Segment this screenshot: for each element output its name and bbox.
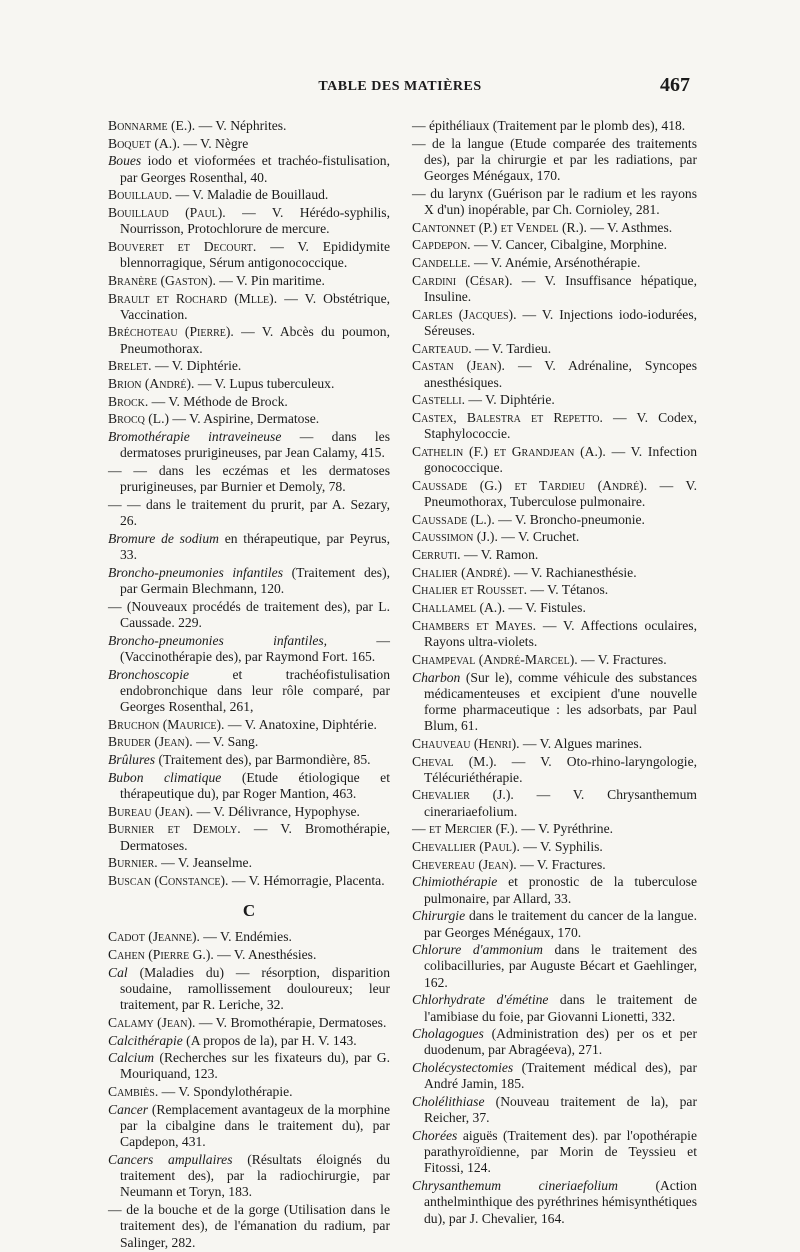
entry-text: — V. Pneumothorax, Tuberculose pulmonaire. [424,477,697,509]
entry-text: — V. Bromothérapie, Dermatoses. [198,1014,387,1030]
entry-text: — V. Epididymite blennorragique, Sérum antigonococcique. [120,238,390,271]
entry-text: — V. Syphilis. [523,839,603,855]
entry-heading: Carteaud. [412,340,472,356]
entry-heading: Chlorure d'ammonium [412,942,543,958]
entry-text: et trachéofistulisation endobronchique dans leur rôle comparé, par Georges Rosenthal, 261, [120,666,390,714]
entry-text: dans le traitement des colibacilluries, par Auguste Bécart et Gaehlinger, 162. [424,942,697,990]
entry-heading: Caussade (L.). [412,511,495,527]
entry-heading: Cancer [108,1101,149,1117]
left-column [108,118,390,1252]
entry-heading: Brock. [108,393,149,409]
entry-text: — V. Fractures. [581,651,667,667]
entry-heading: — [108,598,122,614]
entry-text: aiguës (Traitement des). par l'opothérapie parathyroïdienne, par Morin de Teyssieu et Fitossi, 124. [424,1127,697,1176]
index-entry [108,873,390,889]
index-entry [412,478,697,510]
entry-text: iodo et vioformées et trachéo-fistulisation, par Georges Rosenthal, 40. [120,153,390,185]
entry-heading: — et Mercier (F.). [412,821,518,837]
entry-heading: Burnier et Demoly. [108,821,241,837]
index-entry [412,1128,697,1177]
index-entry [412,118,697,134]
entry-heading: Calamy (Jean). [108,1014,196,1030]
entry-text: — V. Anesthésies. [217,947,317,963]
section-letter: C [242,901,256,921]
entry-heading: Bouillaud. [108,187,173,203]
entry-text: — (Vaccinothérapie des), par Raymond Fort. 165. [120,632,390,664]
entry-heading: Brocq (L.) [108,411,170,427]
entry-heading: Boues [108,153,142,169]
entry-text: — V. Asthmes. [590,219,673,235]
index-entry [412,273,697,305]
entry-text: — V. Hérédo-syphilis, Nourrisson, Protochlorure de mercure. [120,205,390,237]
index-entry [108,717,390,733]
entry-text: de la langue (Etude comparée des traitements des), par la chirurgie et par les radiations, par Georges Ménégaux, 170. [424,135,697,184]
entry-text: — V. Tétanos. [530,582,609,598]
entry-heading: Cheval (M.). [412,753,497,769]
entry-text: — V. Affections oculaires, Rayons ultra-violets. [424,617,697,650]
entry-heading: Carles (Jacques). [412,306,517,322]
entry-heading: Burnier. [108,855,158,871]
index-entry [108,273,390,289]
entry-heading: Branère (Gaston). [108,272,216,288]
index-entry [412,529,697,545]
entry-text: — V. Algues marines. [522,735,643,751]
entry-text: (Nouveau traitement de la), par Reicher, 37. [424,1094,697,1126]
entry-heading: Calcithérapie [108,1032,183,1048]
entry-heading: Chimiothérapie [412,874,498,890]
entry-heading: Bureau (Jean). [108,803,194,819]
entry-text: — V. Obstétrique, Vaccination. [120,290,390,322]
entry-heading: Bouillaud (Paul). [108,205,226,221]
entry-heading: Chambers et Mayes. [412,617,536,633]
entry-text: — V. Infection gonococcique. [424,443,697,476]
entry-heading: Cadot (Jeanne). [108,929,200,945]
index-entry [108,1033,390,1049]
entry-text: — V. Rachianesthésie. [514,564,637,580]
entry-text: dans le traitement du cancer de la langue. par Georges Ménégaux, 170. [424,908,697,940]
entry-text: — V. Délivrance, Hypophyse. [196,803,360,819]
entry-text: — V. Tardieu. [475,340,552,356]
entry-heading: — [412,185,426,201]
index-entry [412,754,697,786]
index-entry [108,565,390,597]
right-column [412,118,697,1228]
index-entry [108,136,390,152]
entry-text: — V. Néphrites. [198,118,287,133]
entry-heading: Chalier et Rousset. [412,582,527,598]
index-entry [412,1178,697,1227]
entry-text: — V. Anatoxine, Diphtérie. [227,716,377,732]
entry-text: — V. Cruchet. [501,529,580,545]
entry-heading: — — [108,463,147,479]
entry-heading: Bréchoteau (Pierre). [108,324,234,340]
entry-heading: — [108,1202,122,1218]
entry-heading: Cambiès. [108,1084,159,1100]
index-entry [108,239,390,271]
index-entry [108,633,390,665]
index-entry [412,565,697,581]
entry-text: (Action anthelminthique des pyréthrines hémisynthétiques du), par J. Chevalier, 164. [424,1178,697,1226]
entry-text: — V. Fractures. [520,856,606,872]
index-entry [108,324,390,356]
entry-text: — V. Endémies. [203,929,292,945]
entry-heading: Bonnarme (E.). [108,118,196,133]
index-entry [412,839,697,855]
entry-text: (A propos de la), par H. V. 143. [186,1032,357,1048]
index-entry [412,908,697,940]
index-entry [108,118,390,134]
entry-heading: Chrysanthemum cineriaefolium [412,1178,618,1194]
index-entry [412,410,697,442]
entry-text: — V. Jeanselme. [161,855,252,871]
entry-heading: Chalier (André). [412,564,511,580]
right-entries [412,118,697,1227]
entry-heading: Broncho-pneumonies infantiles [108,564,283,580]
entry-text: — V. Spondylothérapie. [161,1084,293,1100]
index-entry [108,929,390,945]
entry-heading: Brelet. [108,358,152,374]
index-entry [108,411,390,427]
entry-text: — V. Maladie de Bouillaud. [175,187,329,203]
entry-text: — V. Méthode de Brock. [151,393,288,409]
entry-text: en thérapeutique, par Peyrus, 33. [120,530,390,563]
entry-heading: — — [108,496,141,512]
index-entry [108,358,390,374]
entry-heading: Chevereau (Jean). [412,856,517,872]
index-entry [412,341,697,357]
index-entry [108,1015,390,1031]
index-entry [412,1094,697,1126]
entry-heading: Chauveau (Henri). [412,735,520,751]
entry-heading: Caussimon (J.). [412,529,498,545]
index-entry [108,205,390,237]
left-entries [108,118,390,889]
index-entry [412,1060,697,1092]
index-entry [412,618,697,650]
entry-text: — V. Oto-rhino-laryngologie, Télécuriéthérapie. [424,753,697,785]
entry-text: — V. Cancer, Cibalgine, Morphine. [474,237,668,253]
entry-text: (Administration des) per os et per duodenum, par Abragéeva), 271. [424,1026,697,1058]
index-entry [108,667,390,716]
index-entry [108,429,390,461]
entry-heading: Cantonnet (P.) et Vendel (R.). [412,219,587,235]
entry-text: et pronostic de la tuberculose pulmonaire, par Allard, 33. [424,874,697,906]
entry-text: (Résultats éloignés du traitement des), par la radiochirurgie, par Neumann et Toryn, 183. [120,1151,390,1200]
running-title: TABLE DES MATIÈRES [318,79,482,94]
entry-text: — V. Hémorragie, Placenta. [231,872,385,888]
entry-text: — V. Anémie, Arsénothérapie. [473,255,641,271]
entry-heading: — [412,118,426,133]
entry-heading: Cahen (Pierre G.). [108,947,214,963]
entry-text: du larynx (Guérison par le radium et les rayons X d'un) inopérable, par Ch. Cornioley, 281. [424,185,697,218]
entry-heading: Chirurgie [412,908,466,924]
entry-heading: Caussade (G.) et Tardieu (André). [412,477,648,493]
entry-text: (Sur le), comme véhicule des substances médicamenteuses et excipient d'une nouvelle forme pharmaceutique : les adsorbats, par Paul Blum, 61. [424,669,697,734]
entry-text: dans le traitement de l'amibiase du foie, par Giovanni Lionetti, 332. [424,992,697,1024]
entry-heading: Brûlures [108,752,156,768]
index-entry [108,770,390,802]
index-entry [108,153,390,185]
index-entry [412,307,697,339]
index-entry [108,187,390,203]
entry-text: — V. Bromothérapie, Dermatoses. [120,821,390,853]
entry-text: — V. Pin maritime. [219,272,325,288]
entry-heading: Cardini (César). [412,272,513,288]
index-entry [108,947,390,963]
entry-text: (Traitement médical des), par André Jamin, 185. [424,1060,697,1092]
entry-text: — V. Lupus tuberculeux. [197,376,335,392]
index-entry [108,1084,390,1100]
index-entry [412,942,697,991]
entry-heading: Bruder (Jean). [108,734,193,750]
entry-heading: Castan (Jean). [412,358,505,374]
entry-heading: Cholélithiase [412,1094,485,1110]
entry-heading: Challamel (A.). [412,600,506,616]
index-entry [108,463,390,495]
index-entry [412,1026,697,1058]
index-entry [412,444,697,476]
entry-text: — V. Ramon. [463,547,539,563]
entry-text: (Maladies du) — résorption, disparition soudaine, ramollissement douloureux; leur traitement, par R. Leriche, 32. [120,964,391,1013]
entry-text: dans le traitement du prurit, par A. Sezary, 26. [120,496,390,529]
index-entry [108,1152,390,1201]
index-entry [108,1202,390,1251]
entry-text: (Recherches sur les fixateurs du), par G. Mouriquand, 123. [120,1050,390,1082]
entry-text: — V. Chrysanthemum cinerariaefolium. [424,787,697,819]
index-entry [108,965,390,1014]
entry-text: — V. Codex, Staphylococcie. [424,409,698,442]
index-entry [412,358,697,390]
index-entry [108,1050,390,1082]
index-entry [108,376,390,392]
entry-heading: Candelle. [412,255,471,271]
entry-text: — V. Broncho-pneumonie. [498,511,645,527]
entry-heading: Cholécystectomies [412,1060,514,1076]
index-entry [108,394,390,410]
index-entry [412,392,697,408]
index-entry [108,1102,390,1151]
entry-text: de la bouche et de la gorge (Utilisation dans le traitement des), de l'émanation du radium, par Salinger, 282. [120,1202,390,1250]
index-entry [108,734,390,750]
entry-text: — V. Injections iodo-iodurées, Séreuses. [424,306,698,338]
index-entry [412,255,697,271]
entry-heading: Capdepon. [412,237,471,253]
entry-heading: Brault et Rochard (Mlle). [108,290,278,306]
index-entry [412,652,697,668]
index-entry [412,220,697,236]
index-entry [412,992,697,1024]
page-number: 467 [660,74,690,96]
index-entry [412,874,697,906]
entry-text: — V. Abcès du poumon, Pneumothorax. [120,324,390,356]
entry-heading: Cholagogues [412,1026,484,1042]
entry-text: (Etude étiologique et thérapeutique du), par Roger Mantion, 463. [120,769,390,801]
entry-heading: Chevalier (J.). [412,787,514,803]
entry-heading: Buscan (Constance). [108,872,229,888]
entry-text: — V. Sang. [196,734,259,750]
entry-heading: Bronchoscopie [108,666,190,682]
index-entry [108,821,390,853]
entry-heading: Charbon [412,669,461,685]
entry-heading: Chevallier (Paul). [412,839,520,855]
entry-heading: Brion (André). [108,376,195,392]
entry-text: (Nouveaux procédés de traitement des), par L. Caussade. 229. [120,598,391,630]
index-entry [412,821,697,837]
index-entry [412,582,697,598]
entry-text: — V. Adrénaline, Syncopes anesthésiques. [424,358,697,390]
entry-text: dans les eczémas et les dermatoses prurigineuses, par Burnier et Demoly, 78. [120,463,390,495]
entry-text: — V. Diphtérie. [468,392,555,408]
index-entry [108,531,390,563]
entry-text: — V. Pyréthrine. [521,821,614,837]
entry-text: (Remplacement avantageux de la morphine par la cibalgine dans le traitement du), par Capdepon, 431. [120,1101,390,1150]
entry-heading: Chorées [412,1127,458,1143]
index-entry [412,670,697,735]
index-entry [412,600,697,616]
entry-heading: Cancers ampullaires [108,1151,233,1167]
entry-text: — V. Aspirine, Dermatose. [172,411,320,427]
entry-heading: Castex, Balestra et Repetto. [412,409,603,425]
index-entry [412,512,697,528]
index-entry [108,804,390,820]
entry-heading: Boquet (A.). [108,135,181,151]
index-entry [108,599,390,631]
entry-heading: Champeval (André-Marcel). [412,651,578,667]
entry-text: — V. Diphtérie. [154,358,242,374]
entry-heading: Bubon climatique [108,769,222,785]
entry-text: — V. Nègre [183,135,249,151]
index-entry [412,237,697,253]
entry-heading: — [412,135,426,151]
index-entry [412,787,697,819]
entry-heading: Broncho-pneumonies infantiles, [108,632,328,648]
entry-text: — V. Insuffisance hépatique, Insuline. [424,272,697,305]
index-entry [412,136,697,185]
entry-text: — V. Fistules. [508,600,586,616]
entry-heading: Castelli. [412,392,466,408]
entry-heading: Calcium [108,1050,155,1066]
index-entry [108,497,390,529]
entry-heading: Chlorhydrate d'émétine [412,992,549,1008]
index-entry [412,736,697,752]
index-entry [108,752,390,768]
entry-heading: Bromothérapie intraveineuse [108,429,282,445]
index-entry [412,857,697,873]
entry-text: (Traitement des), par Germain Blechmann, 120. [120,564,390,596]
index-entry [108,291,390,323]
entry-heading: Bouveret et Decourt. [108,238,257,254]
entry-heading: Cal [108,964,128,980]
entry-text: (Traitement des), par Barmondière, 85. [158,752,371,768]
entry-text: épithéliaux (Traitement par le plomb des), 418. [429,118,686,133]
index-entry [412,186,697,218]
entry-heading: Bromure de sodium [108,530,219,546]
entry-heading: Bruchon (Maurice). [108,716,225,732]
left-entries-c [108,929,390,1250]
index-entry [412,547,697,563]
index-entry [108,855,390,871]
entry-heading: Cerruti. [412,547,461,563]
entry-heading: Cathelin (F.) et Grandjean (A.). [412,443,606,459]
entry-text: — dans les dermatoses prurigineuses, par Jean Calamy, 415. [120,429,390,461]
